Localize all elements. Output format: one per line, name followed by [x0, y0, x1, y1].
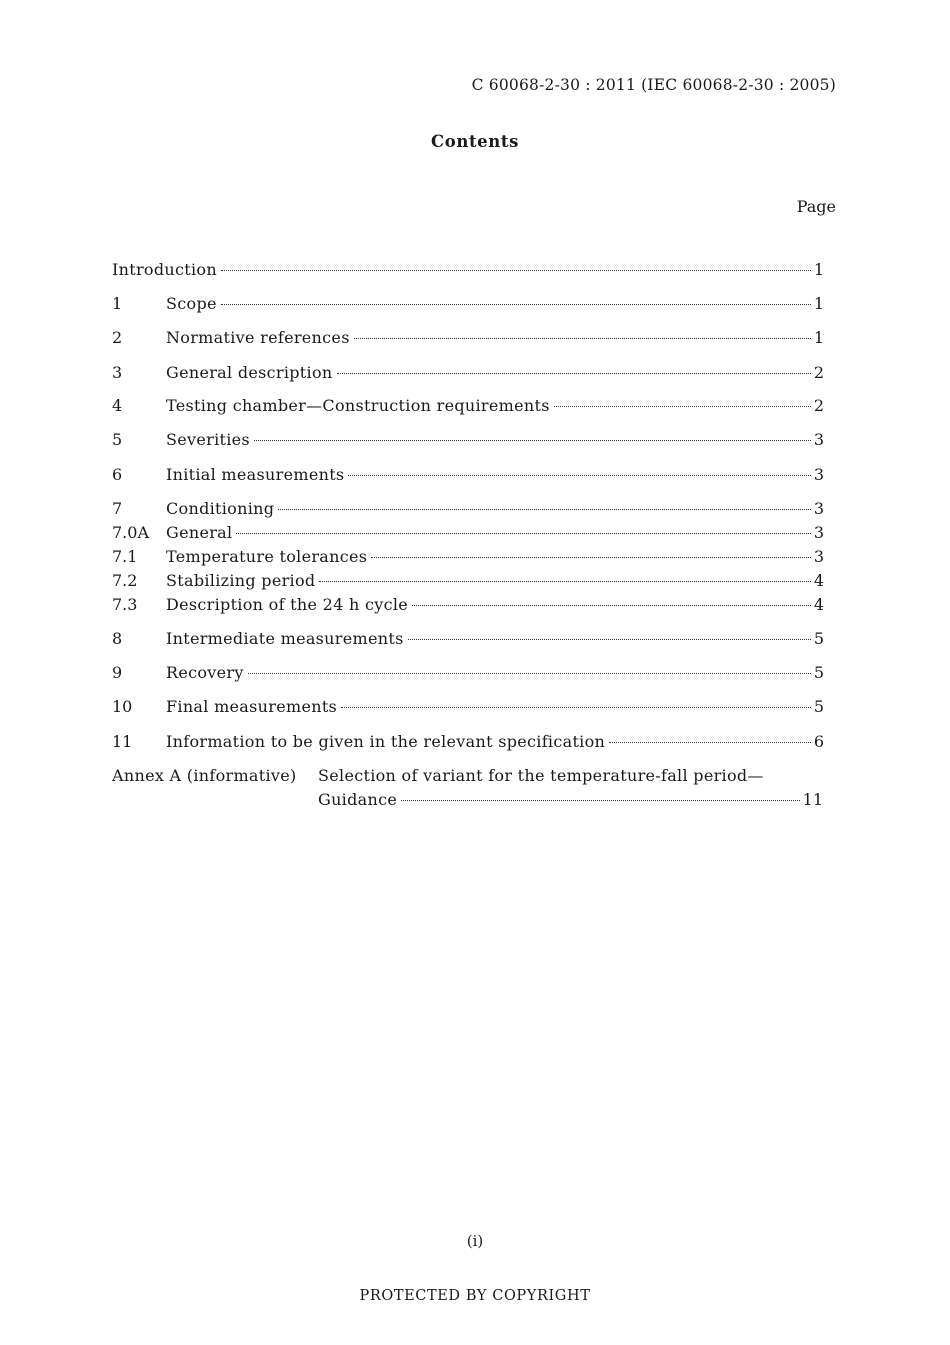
toc-entry-page: 1 [813, 294, 824, 313]
toc-entry-scope[interactable] [112, 292, 824, 316]
toc-entry-page: 5 [813, 663, 824, 682]
toc-entry-severities[interactable] [112, 428, 824, 452]
dot-leader [221, 303, 811, 305]
page-title: Contents [431, 132, 519, 151]
toc-entry-page: 4 [813, 571, 824, 590]
toc-entry-general-description[interactable] [112, 361, 824, 385]
toc-entry-number: 7.2 [112, 571, 138, 590]
toc-entry-information[interactable] [112, 730, 824, 754]
toc-entry-number: 11 [112, 732, 133, 751]
toc-entry-page: 6 [813, 732, 824, 751]
toc-entry-introduction[interactable] [112, 258, 824, 282]
dot-leader [408, 638, 811, 640]
toc-entry-title: Initial measurements [166, 465, 345, 484]
toc-entry-page: 3 [813, 523, 824, 542]
toc-entry-stabilizing-period[interactable] [112, 569, 824, 593]
toc-entry-page: 4 [813, 595, 824, 614]
toc-entry-number: 7.3 [112, 595, 138, 614]
toc-entry-number: 8 [112, 629, 123, 648]
toc-entry-initial-measurements[interactable] [112, 463, 824, 487]
toc-entry-title: Severities [166, 430, 250, 449]
toc-entry-page: 2 [813, 396, 824, 415]
footer-page-number: (i) [466, 1232, 484, 1250]
toc-entry-page: 2 [813, 363, 824, 382]
toc-entry-title: Recovery [166, 663, 244, 682]
toc-entry-title: Testing chamber—Construction requirements [166, 396, 550, 415]
dot-leader [401, 799, 800, 801]
dot-leader [554, 405, 811, 407]
toc-entry-number: 7 [112, 499, 123, 518]
toc-entry-conditioning[interactable] [112, 497, 824, 521]
toc-entry-recovery[interactable] [112, 661, 824, 685]
toc-entry-number: 9 [112, 663, 123, 682]
toc-entry-title: Intermediate measurements [166, 629, 404, 648]
toc-entry-page: 5 [813, 697, 824, 716]
toc-entry-page: 3 [813, 430, 824, 449]
toc-entry-number: 7.1 [112, 547, 138, 566]
toc-entry-title: Stabilizing period [166, 571, 316, 590]
dot-leader [236, 532, 810, 534]
annex-title-line2: Guidance [318, 790, 398, 809]
toc-entry-title: Final measurements [166, 697, 338, 716]
toc-entry-number: 1 [112, 294, 123, 313]
toc-entry-title: Scope [166, 294, 217, 313]
toc-entry-title: General [166, 523, 233, 542]
toc-entry-title: Introduction [112, 260, 217, 279]
dot-leader [337, 372, 811, 374]
toc-entry-title: Description of the 24 h cycle [166, 595, 409, 614]
dot-leader [354, 337, 811, 339]
annex-title-line1: Selection of variant for the temperature-fall period— [318, 766, 764, 785]
toc-entry-number: 3 [112, 363, 123, 382]
toc-entry-final-measurements[interactable] [112, 695, 824, 719]
toc-entry-title: Normative references [166, 328, 350, 347]
annex-label: Annex A (informative) [112, 766, 297, 785]
toc-entry-number: 4 [112, 396, 123, 415]
toc-entry-title: Information to be given in the relevant specification [166, 732, 606, 751]
toc-entry-24h-cycle[interactable] [112, 593, 824, 617]
dot-leader [221, 269, 811, 271]
toc-entry-page: 3 [813, 465, 824, 484]
toc-entry-testing-chamber[interactable] [112, 394, 824, 418]
toc-entry-page: 3 [813, 499, 824, 518]
dot-leader [412, 604, 811, 606]
toc-entry-title: Conditioning [166, 499, 275, 518]
dot-leader [278, 508, 811, 510]
toc-entry-page: 1 [813, 260, 824, 279]
footer-copyright: PROTECTED BY COPYRIGHT [359, 1288, 591, 1304]
dot-leader [254, 439, 811, 441]
dot-leader [609, 741, 811, 743]
toc-entry-number: 7.0A [112, 523, 149, 542]
toc-entry-number: 2 [112, 328, 123, 347]
header-standard-code: C 60068-2-30 : 2011 (IEC 60068-2-30 : 2005) [471, 76, 836, 94]
dot-leader [348, 474, 810, 476]
page-column-label: Page [796, 197, 836, 216]
toc-entry-page: 3 [813, 547, 824, 566]
toc-entry-title: Temperature tolerances [166, 547, 368, 566]
toc-entry-number: 5 [112, 430, 123, 449]
toc-entry-intermediate-measurements[interactable] [112, 627, 824, 651]
dot-leader [371, 556, 811, 558]
toc-entry-normative-references[interactable] [112, 326, 824, 350]
dot-leader [341, 706, 811, 708]
toc-entry-number: 6 [112, 465, 123, 484]
toc-entry-temperature-tolerances[interactable] [112, 545, 824, 569]
toc-entry-page: 11 [802, 790, 823, 809]
toc-entry-general[interactable] [112, 521, 824, 545]
toc-entry-page: 5 [813, 629, 824, 648]
toc-entry-title: General description [166, 363, 333, 382]
dot-leader [248, 672, 811, 674]
toc-entry-page: 1 [813, 328, 824, 347]
dot-leader [319, 580, 810, 582]
toc-entry-number: 10 [112, 697, 133, 716]
